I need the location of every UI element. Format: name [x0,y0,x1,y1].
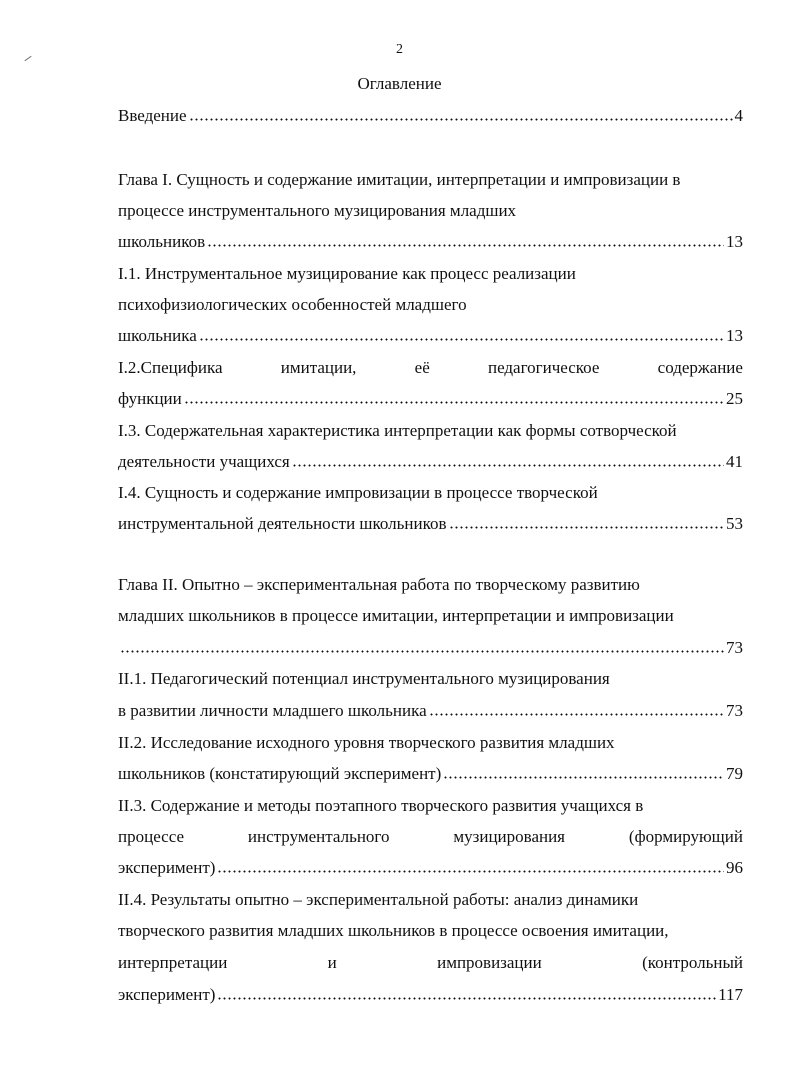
toc-entry-1-3-line2[interactable] [118,451,743,473]
page-number: 2 [396,42,403,57]
toc-entry-1-2-line1[interactable] [118,357,743,379]
toc-page-number: 73 [726,701,743,720]
toc-entry-2-3-line2[interactable] [118,826,743,848]
toc-entry-text: школьников [118,232,206,251]
toc-entry-text: функции [118,389,182,408]
toc-word: I.2.Специфика [118,358,223,377]
toc-entry-text: деятельности учащихся [118,452,290,471]
toc-word: содержание [657,358,743,377]
toc-entry-1-1-line3[interactable] [118,325,743,347]
toc-entry-text: процессе инструментального музицирования младших [118,201,517,220]
toc-word: (формирующий [628,827,743,846]
toc-entry-chapter-2-line2[interactable] [118,605,743,627]
toc-page-number: 13 [726,232,743,251]
toc-entry-text: инструментальной деятельности школьников [118,514,447,533]
toc-page-number: 96 [726,858,743,877]
toc-entry-1-4-line1[interactable] [118,482,743,504]
toc-word: музицирования [453,827,566,846]
toc-entry-text: Глава II. Опытно – экспериментальная работа по творческому развитию [118,575,640,594]
toc-entry-text: эксперимент) [118,985,216,1004]
toc-entry-text: II.2. Исследование исходного уровня творческого развития младших [118,733,615,752]
toc-entry-text: Введение [118,106,187,125]
toc-word: процессе [118,827,185,846]
toc-entry-2-3-line1[interactable] [118,795,743,817]
toc-entry-1-3-line1[interactable] [118,420,743,442]
toc-title: Оглавление [357,74,442,93]
toc-page-number: 13 [726,326,743,345]
toc-entry-2-1-line2[interactable] [118,700,743,722]
toc-entry-chapter-1-line1[interactable] [118,169,743,191]
toc-word: и [327,953,337,972]
toc-word: инструментального [247,827,390,846]
toc-entry-text: школьника [118,326,197,345]
toc-entry-2-4-line4[interactable] [118,984,743,1006]
toc-entry-2-2-line1[interactable] [118,732,743,754]
toc-entry-text: в развитии личности младшего школьника [118,701,427,720]
toc-entry-chapter-1-line2[interactable] [118,200,743,222]
toc-entry-text: младших школьников в процессе имитации, интерпретации и импровизации [118,606,674,625]
toc-page-number: 4 [734,106,743,125]
toc-entry-text: психофизиологических особенностей младшего [118,295,467,314]
toc-word: педагогическое [487,358,600,377]
toc-page-number: 117 [718,985,743,1004]
toc-entry-text: школьников (констатирующий эксперимент) [118,764,442,783]
toc-entry-text: I.4. Сущность и содержание импровизации в процессе творческой [118,483,598,502]
toc-page-number: 41 [726,452,743,471]
toc-entry-text: I.3. Содержательная характеристика интерпретации как формы сотворческой [118,421,677,440]
toc-entry-2-2-line2[interactable] [118,763,743,785]
toc-entry-text: I.1. Инструментальное музицирование как процесс реализации [118,264,576,283]
toc-entry-2-4-line3[interactable] [118,952,743,974]
toc-word: имитации, [280,358,357,377]
toc-entry-text: Глава I. Сущность и содержание имитации, интерпретации и импровизации в [118,170,681,189]
toc-word: импровизации [437,953,542,972]
toc-entry-1-2-line2[interactable] [118,388,743,410]
toc-entry-1-1-line2[interactable] [118,294,743,316]
toc-entry-text: эксперимент) [118,858,216,877]
toc-word: интерпретации [118,953,228,972]
toc-word: (контрольный [642,953,743,972]
toc-entry-text: II.4. Результаты опытно – экспериментальной работы: анализ динамики [118,890,639,909]
toc-entry-chapter-1-line3[interactable] [118,231,743,253]
toc-entry-chapter-2-line3[interactable] [118,637,743,659]
toc-entry-2-4-line2[interactable] [118,920,743,942]
toc-entry-1-4-line2[interactable] [118,513,743,535]
toc-entry-text: II.3. Содержание и методы поэтапного творческого развития учащихся в [118,796,644,815]
toc-entry-text: творческого развития младших школьников в процессе освоения имитации, [118,921,669,940]
toc-entry-2-1-line1[interactable] [118,668,743,690]
toc-page-number: 25 [726,389,743,408]
toc-entry-chapter-2-line1[interactable] [118,574,743,596]
toc-page-number: 73 [726,638,743,657]
toc-page-number: 53 [726,514,743,533]
toc-entry-2-4-line1[interactable] [118,889,743,911]
toc-entry-intro[interactable] [118,105,743,127]
toc-word: её [414,358,430,377]
toc-page-number: 79 [726,764,743,783]
toc-entry-2-3-line3[interactable] [118,857,743,879]
toc-entry-1-1-line1[interactable] [118,263,743,285]
toc-entry-text: II.1. Педагогический потенциал инструментального музицирования [118,669,610,688]
